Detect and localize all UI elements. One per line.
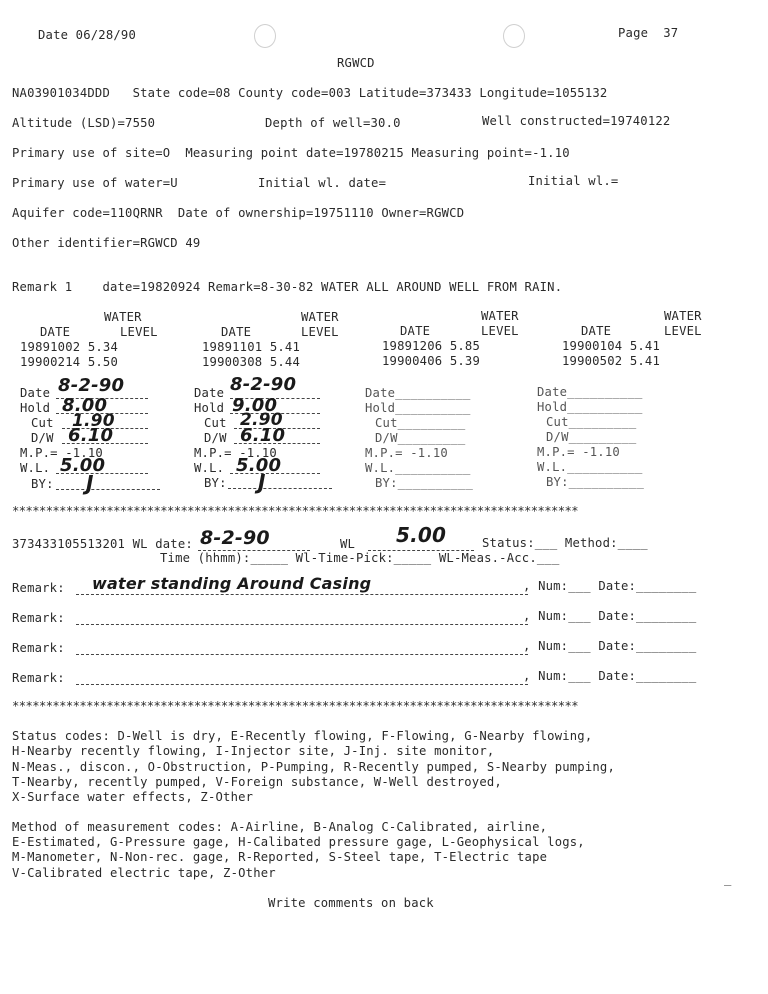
dw-label: D/W_________ [546,430,637,444]
hold-label: Hold__________ [365,401,471,415]
legend-line: X-Surface water effects, Z-Other [12,790,254,804]
handwritten-dw: 6.10 [240,425,286,446]
initial-wl: Initial wl.= [528,174,619,188]
initials-signature: J [86,471,94,495]
handwritten-date: 8-2-90 [230,374,297,395]
date-label: Date__________ [365,386,471,400]
mp-label: M.P.= -1.10 [20,446,103,460]
well-constructed: Well constructed=19740122 [482,114,671,128]
handwritten-dw: 6.10 [68,425,114,446]
aquifer-line: Aquifer code=110QRNR Date of ownership=19751110 Owner=RGWCD [12,206,465,220]
legend-line: M-Manometer, N-Non-rec. gage, R-Reported, S-Steel tape, T-Electric tape [12,850,548,864]
entry-site-id: 373433105513201 WL date: [12,537,193,551]
legend-line: V-Calibrated electric tape, Z-Other [12,866,276,880]
table-row: 19900406 5.39 [382,354,481,368]
col-level-3: LEVEL [481,324,519,338]
col-level-4: LEVEL [664,324,702,338]
legend-line: T-Nearby, recently pumped, V-Foreign substance, W-Well destroyed, [12,775,502,789]
altitude: Altitude (LSD)=7550 [12,116,156,130]
wl-label: W.L. [194,461,225,475]
mp-label: M.P.= -1.10 [194,446,277,460]
remark-num-date-1: , Num:___ Date:________ [523,579,697,593]
footer-note: Write comments on back [268,896,434,910]
entry-status-method: Status:___ Method:____ [482,536,648,550]
handwritten-wl: 5.00 [60,455,106,476]
col-date-1: DATE [40,325,71,339]
table-row: 19900308 5.44 [202,355,301,369]
report-date: Date 06/28/90 [38,28,136,42]
remark-label-4: Remark: [12,671,65,685]
dw-label: D/W_________ [375,431,466,445]
cut-label: Cut_________ [375,416,466,430]
col-water-3: WATER [481,309,519,323]
col-date-3: DATE [400,324,431,338]
mp-label: M.P.= -1.10 [365,446,448,460]
star-separator: ************************************************************************************ [12,699,578,713]
table-row: 19900502 5.41 [562,354,661,368]
by-label: BY:__________ [546,475,644,489]
remark-label-2: Remark: [12,611,65,625]
handwritten-cut: 2.90 [240,410,283,430]
by-label: BY: [31,477,54,491]
legend-line: H-Nearby recently flowing, I-Injector site, J-Inj. site monitor, [12,744,495,758]
punch-hole-right [503,24,525,48]
hold-label: Hold__________ [537,400,643,414]
primary-use-water: Primary use of water=U [12,176,178,190]
dw-label: D/W [31,431,54,445]
well-depth: Depth of well=30.0 [265,116,401,130]
initials-signature: J [258,470,266,494]
legend-line: Method of measurement codes: A-Airline, B-Analog C-Calibrated, airline, [12,820,548,834]
table-row: 19891002 5.34 [20,340,119,354]
col-level-1: LEVEL [120,325,158,339]
col-date-4: DATE [581,324,612,338]
table-row: 19891101 5.41 [202,340,301,354]
other-identifier: Other identifier=RGWCD 49 [12,236,201,250]
agency-title: RGWCD [337,56,375,70]
cut-label: Cut [31,416,54,430]
handwritten-wl: 5.00 [236,455,282,476]
by-label: BY:__________ [375,476,473,490]
legend-line: E-Estimated, G-Pressure gage, H-Calibated pressure gage, L-Geophysical logs, [12,835,585,849]
col-date-2: DATE [221,325,252,339]
primary-use-site: Primary use of site=O Measuring point date=19780215 Measuring point=-1.10 [12,146,570,160]
handwritten-entry-wl: 5.00 [396,523,447,547]
col-level-2: LEVEL [301,325,339,339]
site-id-line: NA03901034DDD State code=08 County code=003 Latitude=373433 Longitude=1055132 [12,86,608,100]
date-label: Date [20,386,51,400]
punch-hole-left [254,24,276,48]
remark-num-date-2: , Num:___ Date:________ [523,609,697,623]
col-water-4: WATER [664,309,702,323]
page-number: Page 37 [618,26,679,40]
entry-time-line: Time (hhmm):_____ Wl-Time-Pick:_____ WL-Meas.-Acc.___ [160,551,560,565]
cut-label: Cut [204,416,227,430]
handwritten-cut: 1.90 [72,411,115,431]
handwritten-entry-date: 8-2-90 [200,527,270,549]
remark-1: Remark 1 date=19820924 Remark=8-30-82 WATER ALL AROUND WELL FROM RAIN. [12,280,563,294]
initial-wl-date: Initial wl. date= [258,176,387,190]
star-separator: ************************************************************************************ [12,504,578,518]
remark-label-3: Remark: [12,641,65,655]
col-water-2: WATER [301,310,339,324]
table-row: 19900214 5.50 [20,355,119,369]
handwritten-date: 8-2-90 [58,375,125,396]
handwritten-remark: water standing Around Casing [92,574,372,593]
wl-label: W.L.__________ [537,460,643,474]
legend-line: Status codes: D-Well is dry, E-Recently flowing, F-Flowing, G-Nearby flowing, [12,729,593,743]
mp-label: M.P.= -1.10 [537,445,620,459]
remark-label-1: Remark: [12,581,65,595]
handwritten-hold: 8.00 [62,395,108,416]
date-label: Date [194,386,225,400]
col-water-1: WATER [104,310,142,324]
table-row: 19891206 5.85 [382,339,481,353]
stray-mark: _ [724,872,732,886]
remark-num-date-4: , Num:___ Date:________ [523,669,697,683]
dw-label: D/W [204,431,227,445]
hold-label: Hold [20,401,51,415]
hold-label: Hold [194,401,225,415]
by-label: BY: [204,476,227,490]
wl-label: W.L.__________ [365,461,471,475]
wl-label: W.L. [20,461,51,475]
remark-num-date-3: , Num:___ Date:________ [523,639,697,653]
table-row: 19900104 5.41 [562,339,661,353]
legend-line: N-Meas., discon., O-Obstruction, P-Pumping, R-Recently pumped, S-Nearby pumping, [12,760,615,774]
handwritten-hold: 9.00 [232,395,278,416]
date-label: Date__________ [537,385,643,399]
cut-label: Cut_________ [546,415,637,429]
entry-wl-label: WL [340,537,356,551]
